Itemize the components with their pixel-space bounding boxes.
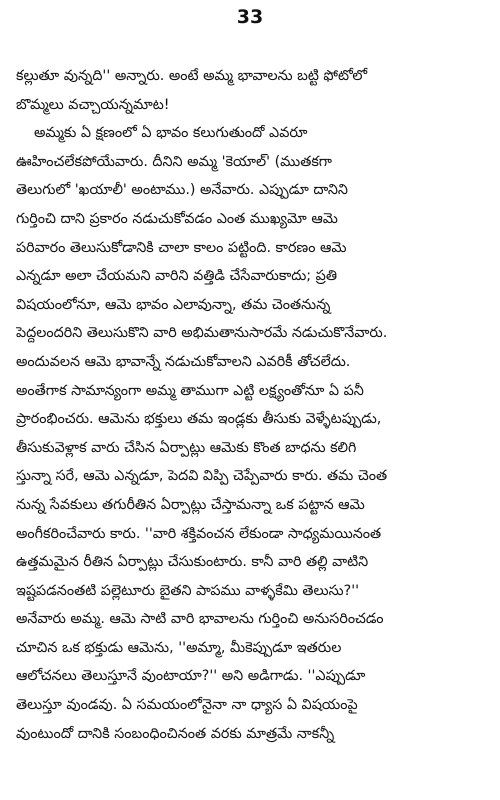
text-line: చూచిన ఒక భక్తుడు ఆమెను, ''అమ్మా, మీకెప్పుడూ ఇతరుల — [16, 639, 342, 656]
text-line: పరివారం తెలుసుకోడానికి చాలా కాలం పట్టింది. కారణం ఆమె — [16, 239, 347, 256]
text-line: తెలుగులో 'ఖయాలీ' అంటాము.) అనేవారు. ఎప్పుడూ దానిని — [16, 182, 348, 199]
text-line: వుంటుందో దానికి సంబంధించినంత వరకు మాత్రమే నాకన్నీ — [16, 725, 335, 742]
text-line: ఇష్టపడనంతటి పల్లెటూరు బైతని పాపము వాళ్ళకేమి తెలుసు?'' — [16, 582, 360, 599]
text-line: ఆలోచనలు తెలుస్తూనే వుంటాయా?'' అని అడిగాడు. ''ఎప్పుడూ — [16, 668, 366, 685]
text-line: ఊహించలేకపోయేవారు. దీనిని అమ్మ 'కెయాల్' (ముతకగా — [16, 153, 332, 170]
text-line: అంగీకరించేవారు కారు. ''వారి శక్తివంచన లేకుండా సాధ్యమయినంత — [16, 525, 382, 542]
text-line: అనేవారు అమ్మ. ఆమె సాటి వారి భావాలను గుర్తించి అనుసరించడం — [16, 611, 384, 628]
text-line: అమ్మకు ఏ క్షణంలో ఏ భావం కలుగుతుందో ఎవరూ — [34, 125, 308, 142]
text-line: స్తున్నా సరే, ఆమె ఎన్నడూ, పెదవి విప్పి చెప్పేవారు కారు. తమ చెంత — [16, 468, 388, 485]
page-number: 33 — [236, 6, 264, 28]
text-line: ప్రారంభించరు. ఆమెను భక్తులు తమ ఇండ్లకు తీసుకు వెళ్ళేటప్పుడు, — [16, 411, 382, 428]
text-line: ఎన్నడూ అలా చేయమని వారిని వత్తిడి చేసేవారుకాదు; ప్రతి — [16, 268, 337, 285]
text-line: అందువలన ఆమె భావాన్నే నడుచుకోవాలని ఎవరికీ తోచలేదు. — [16, 353, 351, 370]
text-line: అంతేగాక సామాన్యంగా అమ్మ తాముగా ఎట్టి లక్ష్యంతోనూ ఏ పనీ — [16, 382, 364, 399]
text-line: బొమ్మలు వచ్చాయన్నమాట! — [16, 96, 170, 113]
text-line: ఉత్తమమైన రీతిన ఏర్పాట్లు చేసుకుంటారు. కానీ వారి తల్లి వాటిని — [16, 554, 369, 571]
body-text — [16, 62, 486, 748]
text-line: తీసుకువెళ్లాక వారు చేసిన ఏర్పాట్లు ఆమెకు కొంత బాధను కలిగి — [16, 439, 357, 456]
text-line: నున్న సేవకులు తగురీతిన ఏర్పాట్లు చేస్తామన్నా ఒక పట్టాన ఆమె — [16, 496, 365, 513]
text-line: తెలుస్తూ వుండవు. ఏ సమయంలోనైనా నా ధ్యాస ఏ విషయంపై — [16, 697, 358, 714]
text-line: గుర్తించి దాని ప్రకారం నడుచుకోవడం ఎంత ముఖ్యమో ఆమె — [16, 210, 338, 227]
text-line: విషయంలోనూ, ఆమె భావం ఎలావున్నా, తమ చెంతనున్న — [16, 296, 331, 313]
text-line: కల్లుతూ వున్నది'' అన్నారు. అంటే అమ్మ భావాలను బట్టి ఫోటోలో — [16, 68, 368, 84]
text-line: పెద్దలందరిని తెలుసుకొని వారి అభిమతానుసారమే నడుచుకొనేవారు. — [16, 325, 388, 342]
